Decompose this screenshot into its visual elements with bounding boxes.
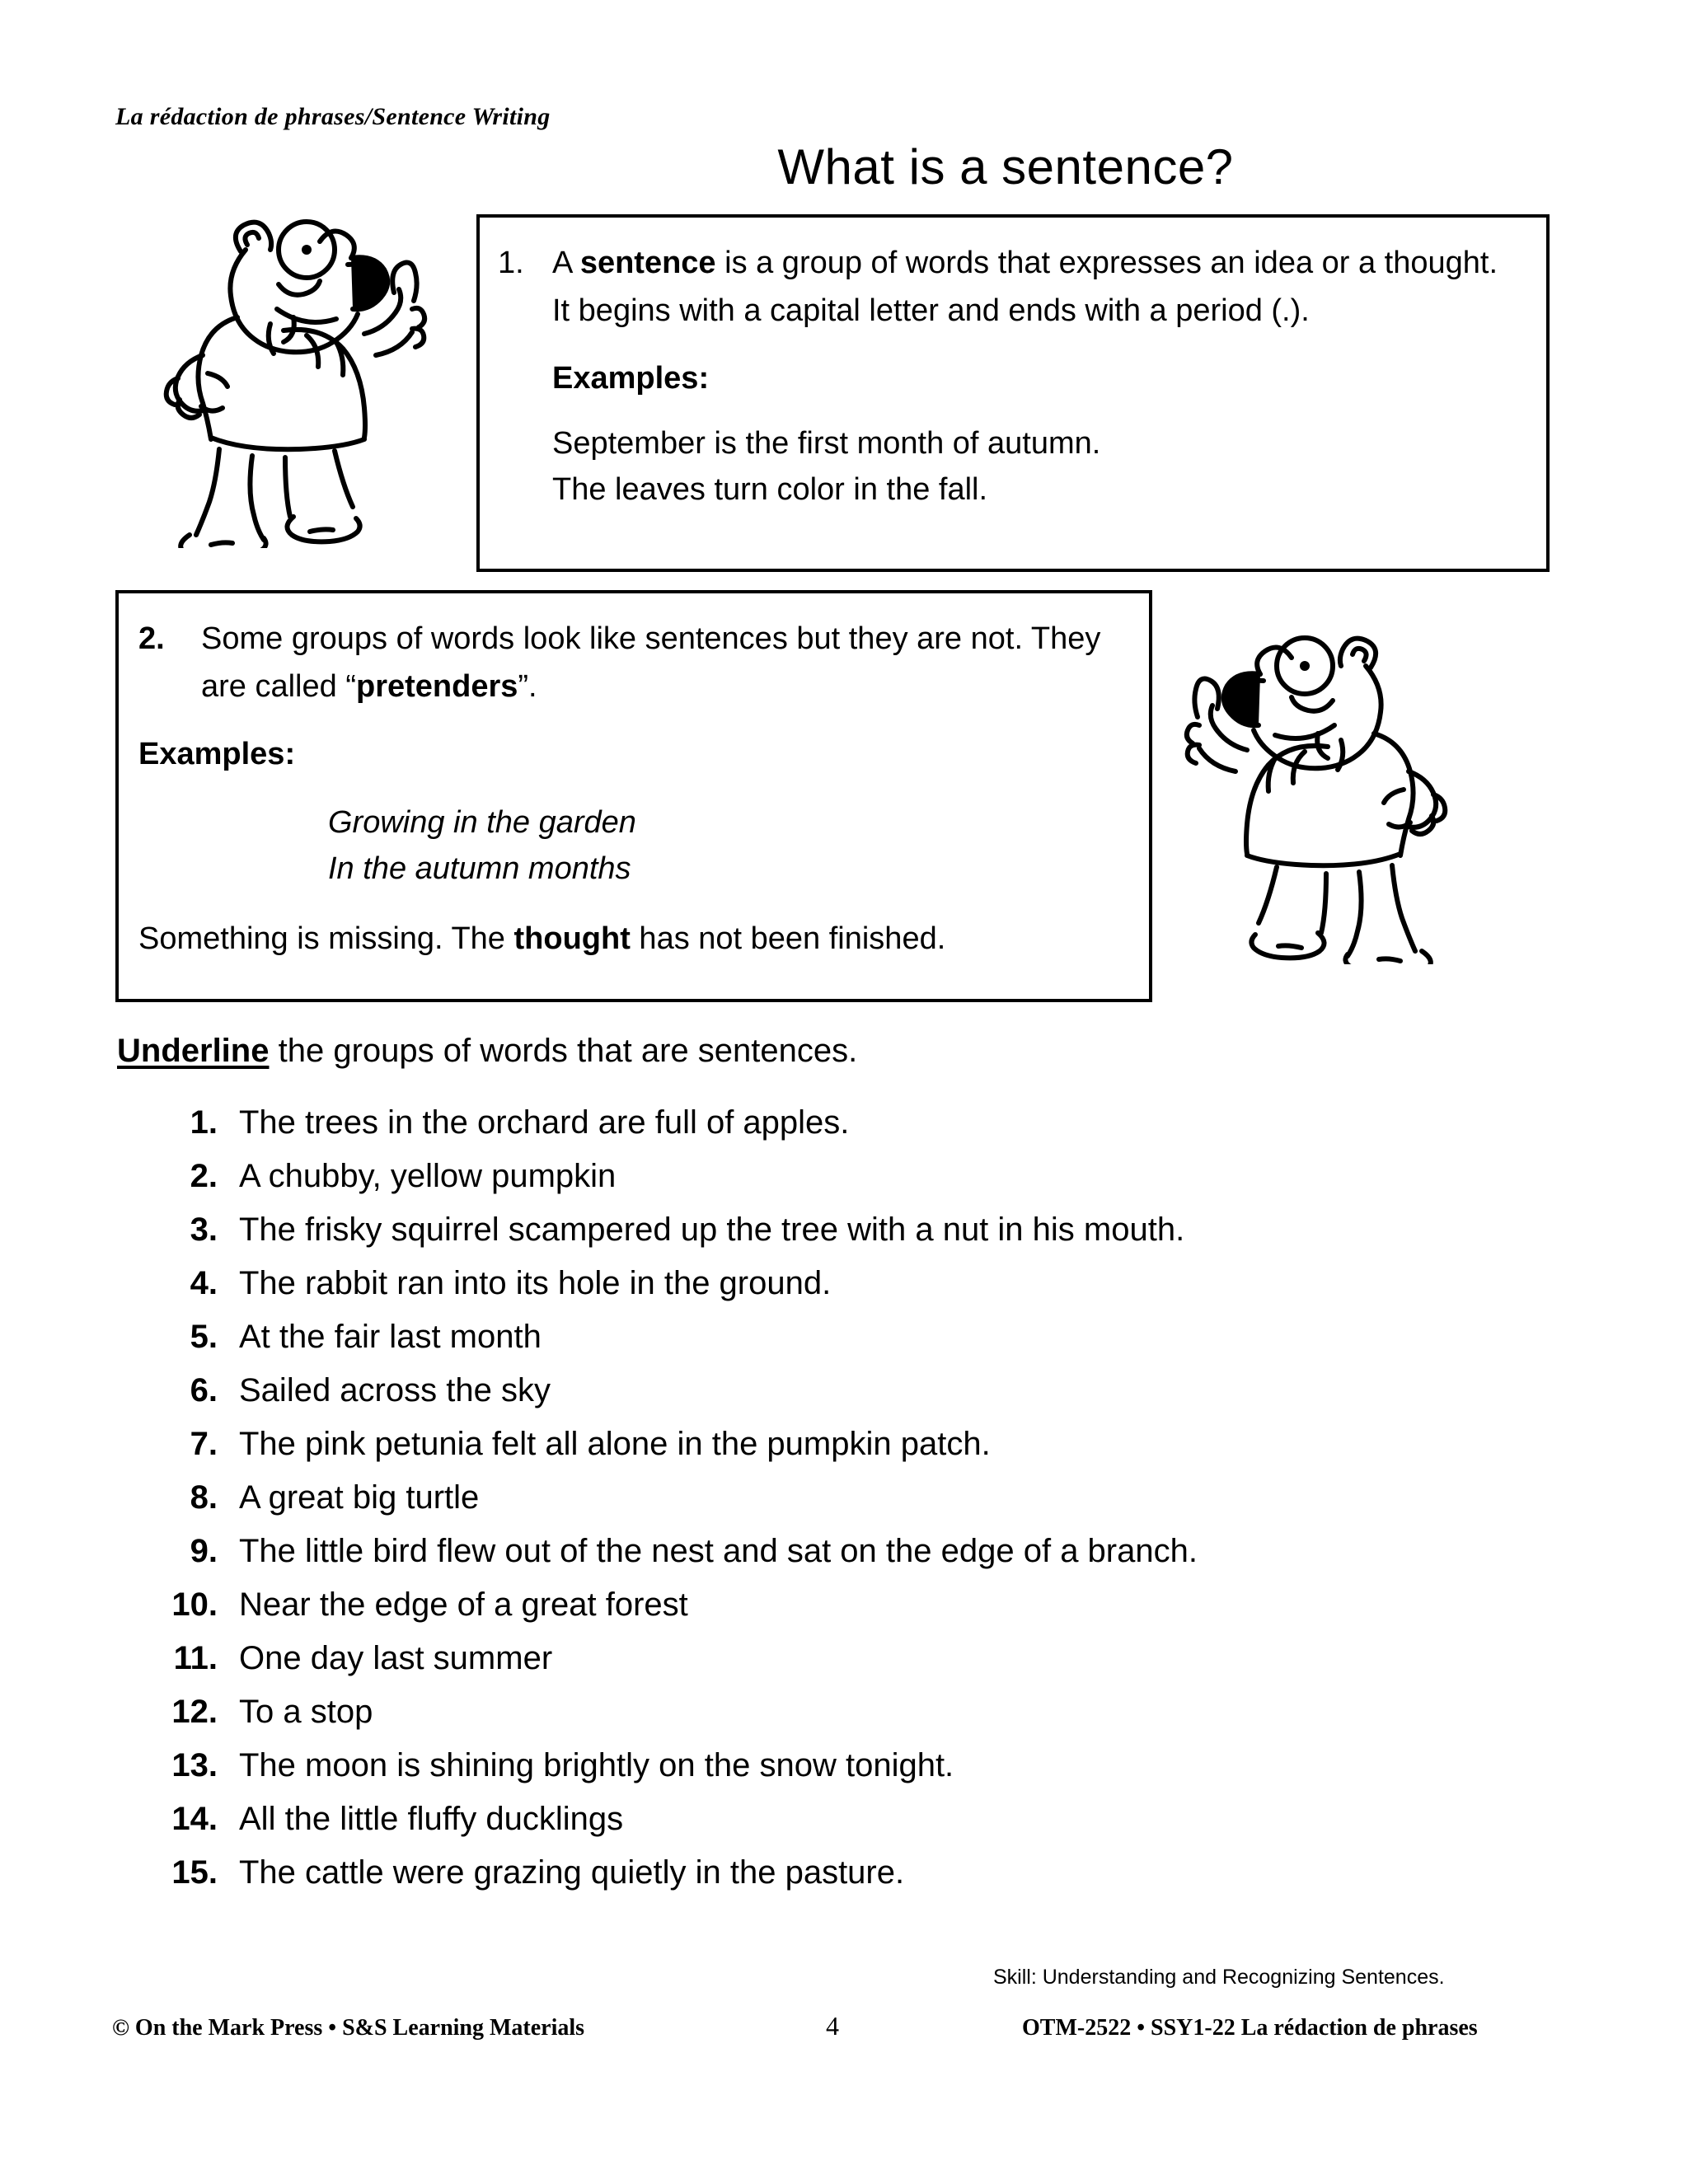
list-item-text[interactable]: All the little fluffy ducklings: [239, 1801, 624, 1837]
list-item-text[interactable]: The pink petunia felt all alone in the pumpkin patch.: [239, 1426, 991, 1462]
instruction-underlined-word: Underline: [117, 1033, 270, 1069]
list-item-text[interactable]: The moon is shining brightly on the snow tonight.: [239, 1747, 954, 1783]
rule-one-keyword: sentence: [579, 246, 716, 280]
list-item-text[interactable]: The trees in the orchard are full of apples.: [239, 1104, 850, 1141]
list-item[interactable]: [117, 1801, 1518, 1854]
bear-pointing-illustration-right: [1175, 610, 1479, 964]
list-item[interactable]: [117, 1854, 1518, 1908]
list-item-number: 7.: [190, 1426, 218, 1462]
list-item[interactable]: [117, 1372, 1518, 1426]
list-item-text[interactable]: The frisky squirrel scampered up the tree with a nut in his mouth.: [239, 1212, 1185, 1248]
box-two-example-1: Growing in the garden: [328, 805, 636, 840]
page-title: What is a sentence?: [777, 139, 1234, 194]
list-item[interactable]: [117, 1104, 1518, 1158]
rule-one-text-part2: is a group of words that expresses an idea or a thought. It begins with a capital letter and ends with a period (.).: [552, 246, 1498, 328]
box-one-examples: [552, 420, 1523, 513]
exercise-list: [117, 1104, 1518, 1908]
box-two-examples-label: Examples:: [138, 737, 296, 771]
box-two-example-2: In the autumn months: [328, 851, 631, 886]
rule-two-text-part2: ”.: [518, 669, 537, 704]
footer-product-code: OTM-2522 • SSY1-22 La rédaction de phrases: [1022, 2015, 1478, 2041]
list-item-number: 11.: [173, 1640, 218, 1676]
list-item-number: 10.: [171, 1586, 218, 1623]
rule-two-keyword: pretenders: [355, 669, 518, 704]
list-item-text[interactable]: The rabbit ran into its hole in the ground.: [239, 1265, 832, 1301]
box-one-example-1: September is the first month of autumn.: [552, 426, 1101, 461]
list-item-text[interactable]: Near the edge of a great forest: [239, 1586, 688, 1623]
list-item[interactable]: [117, 1533, 1518, 1586]
rule-two-row: [138, 615, 1126, 710]
list-item-number: 9.: [190, 1533, 218, 1569]
list-item[interactable]: [117, 1158, 1518, 1212]
list-item-text[interactable]: At the fair last month: [239, 1319, 542, 1355]
list-item-number: 13.: [171, 1747, 218, 1783]
list-item-number: 4.: [190, 1265, 218, 1301]
list-item-text[interactable]: A chubby, yellow pumpkin: [239, 1158, 617, 1194]
rule-one-text: [552, 239, 1523, 335]
list-item-text[interactable]: Sailed across the sky: [239, 1372, 551, 1408]
list-item-number: 6.: [190, 1372, 218, 1408]
list-item[interactable]: [117, 1694, 1518, 1747]
list-item-number: 2.: [190, 1158, 218, 1194]
instruction-rest: the groups of words that are sentences.: [269, 1033, 858, 1069]
rule-one-row: [498, 239, 1523, 335]
rule-two-text-part1: Some groups of words look like sentences but they are not. They are called “: [201, 621, 1101, 704]
list-item-number: 1.: [190, 1104, 218, 1141]
rule-one-number: 1.: [498, 246, 524, 280]
list-item-number: 15.: [171, 1854, 218, 1891]
rule-two-text: [201, 615, 1126, 710]
list-item[interactable]: [117, 1265, 1518, 1319]
list-item[interactable]: [117, 1640, 1518, 1694]
rule-two-number: 2.: [138, 621, 165, 656]
list-item-number: 5.: [190, 1319, 218, 1355]
exercise-instruction: [117, 1029, 857, 1073]
list-item-number: 14.: [171, 1801, 218, 1837]
list-item[interactable]: [117, 1747, 1518, 1801]
rule-box-two: [115, 590, 1152, 1002]
list-item-number: 8.: [190, 1479, 218, 1516]
running-head: La rédaction de phrases/Sentence Writing: [115, 103, 551, 130]
list-item[interactable]: [117, 1319, 1518, 1372]
list-item-number: 12.: [171, 1694, 218, 1730]
rule-one-text-part1: A: [552, 246, 580, 280]
box-two-closing-part2: has not been finished.: [630, 921, 946, 956]
list-item-text[interactable]: One day last summer: [239, 1640, 553, 1676]
box-two-closing-text: [138, 915, 1126, 963]
box-two-closing-part1: Something is missing. The: [138, 921, 514, 956]
page-number: 4: [826, 2011, 839, 2041]
box-two-closing-keyword: thought: [513, 921, 631, 956]
box-two-examples: [328, 799, 1126, 892]
box-one-examples-label: Examples:: [552, 361, 710, 396]
footer-copyright: © On the Mark Press • S&S Learning Materials: [112, 2015, 585, 2041]
list-item-text[interactable]: The cattle were grazing quietly in the pasture.: [239, 1854, 905, 1891]
list-item[interactable]: [117, 1212, 1518, 1265]
list-item-number: 3.: [190, 1212, 218, 1248]
list-item[interactable]: [117, 1426, 1518, 1479]
list-item-text[interactable]: The little bird flew out of the nest and sat on the edge of a branch.: [239, 1533, 1198, 1569]
list-item[interactable]: [117, 1479, 1518, 1533]
list-item[interactable]: [117, 1586, 1518, 1640]
box-one-example-2: The leaves turn color in the fall.: [552, 472, 988, 507]
list-item-text[interactable]: A great big turtle: [239, 1479, 480, 1516]
list-item-text[interactable]: To a stop: [239, 1694, 373, 1730]
rule-box-one: [476, 214, 1550, 572]
footer-skill-note: Skill: Understanding and Recognizing Sentences.: [993, 1966, 1445, 1989]
bear-pointing-illustration-left: [132, 194, 437, 548]
